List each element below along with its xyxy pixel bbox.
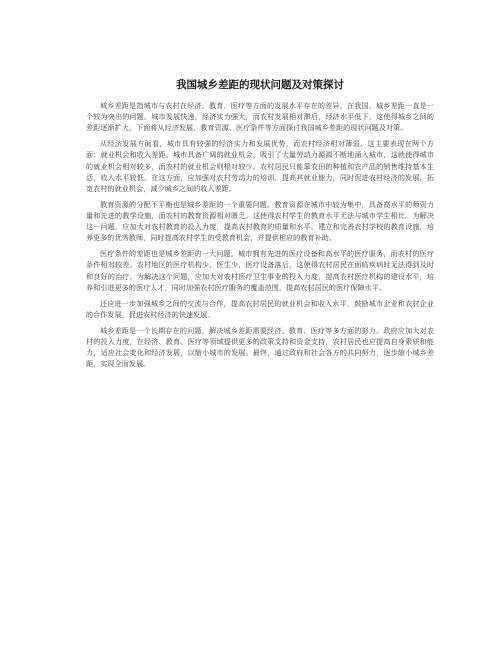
paragraph-education: 教育资源的分配不平衡也是城乡差距的一个重要问题。教育资源在城市中较为集中，具备高水平的师资力量和先进的教学设施，而农村的教育资源相对匮乏。这使得农村学生的教育水平无法与城市学生相比。为解决这一问题，应加大对农村教育的投入力度，提高农村教育的质量和水平，建立和完善农村学校的教育设施，培养更多的优秀教师，同时提高农村学生的受教育机会，并提供相应的教育补助。	[86, 199, 434, 243]
paragraph-cooperation: 还应进一步加强城乡之间的交流与合作，提高农村居民的就业机会和收入水平，鼓励城市企业和农村企业的合作发展，促进农村经济的快速发展。	[86, 298, 434, 319]
paragraph-conclusion: 城乡差距是一个长期存在的问题，解决城乡差距需要经济、教育、医疗等多方面的努力。政府应加大对农村的投入力度，在经济、教育、医疗等领域提供更多的政策支持和资金支持，农村居民也应提高自身素质和能力，适应社会变化和经济发展，以缩小城市的发展。最终，通过政府和社会各方的共同努力，逐步缩小城乡差距，实现全面发展。	[86, 325, 434, 369]
paragraph-medical: 医疗条件的差距也是城乡差距的一大问题。城市拥有先进的医疗设备和高水平的医疗服务，而农村的医疗条件相对较差。农村地区的医疗机构少、医生少，医疗设备落后，这使得农村居民在面临疾病时无法得到及时和良好的治疗。为解决这个问题，应加大对农村医疗卫生事业的投入力度，提高农村医疗机构的建设水平，培养和引进更多的医疗人才，同时加强农村医疗服务的覆盖范围，提高农村居民的医疗保障水平。	[86, 249, 434, 292]
document-page	[86, 78, 434, 374]
paragraph-intro: 城乡差距是指城市与农村在经济、教育、医疗等方面的发展水平存在的差异。在我国，城乡差距一直是一个较为突出的问题。城市发展快速，经济实力强大，而农村发展相对滞后，经济水平低下，这使得城乡之间的差距逐渐扩大。下面将从经济发展、教育资源、医疗条件等方面探讨我国城乡差距的现状问题及对策。	[86, 101, 434, 133]
document-title: 我国城乡差距的现状问题及对策探讨	[176, 79, 344, 91]
paragraph-economy: 从经济发展方面看，城市具有较强的经济实力和发展优势，而农村经济相对薄弱。这主要表现在两个方面：就业机会和收入差距。城市具备广阔的就业机会，吸引了大量劳动力源源不断地涌入城市，这就使得城市的就业机会相对较多，而农村的就业机会则相对较少。农村居民只能靠农田的种植和农产品的销售维持基本生活，收入水平较低。在这方面，应加强对农村劳动力的培训，提高其就业能力，同时促进农村经济的发展，拓宽农村的就业机会，减少城乡之间的收入差距。	[86, 139, 434, 194]
